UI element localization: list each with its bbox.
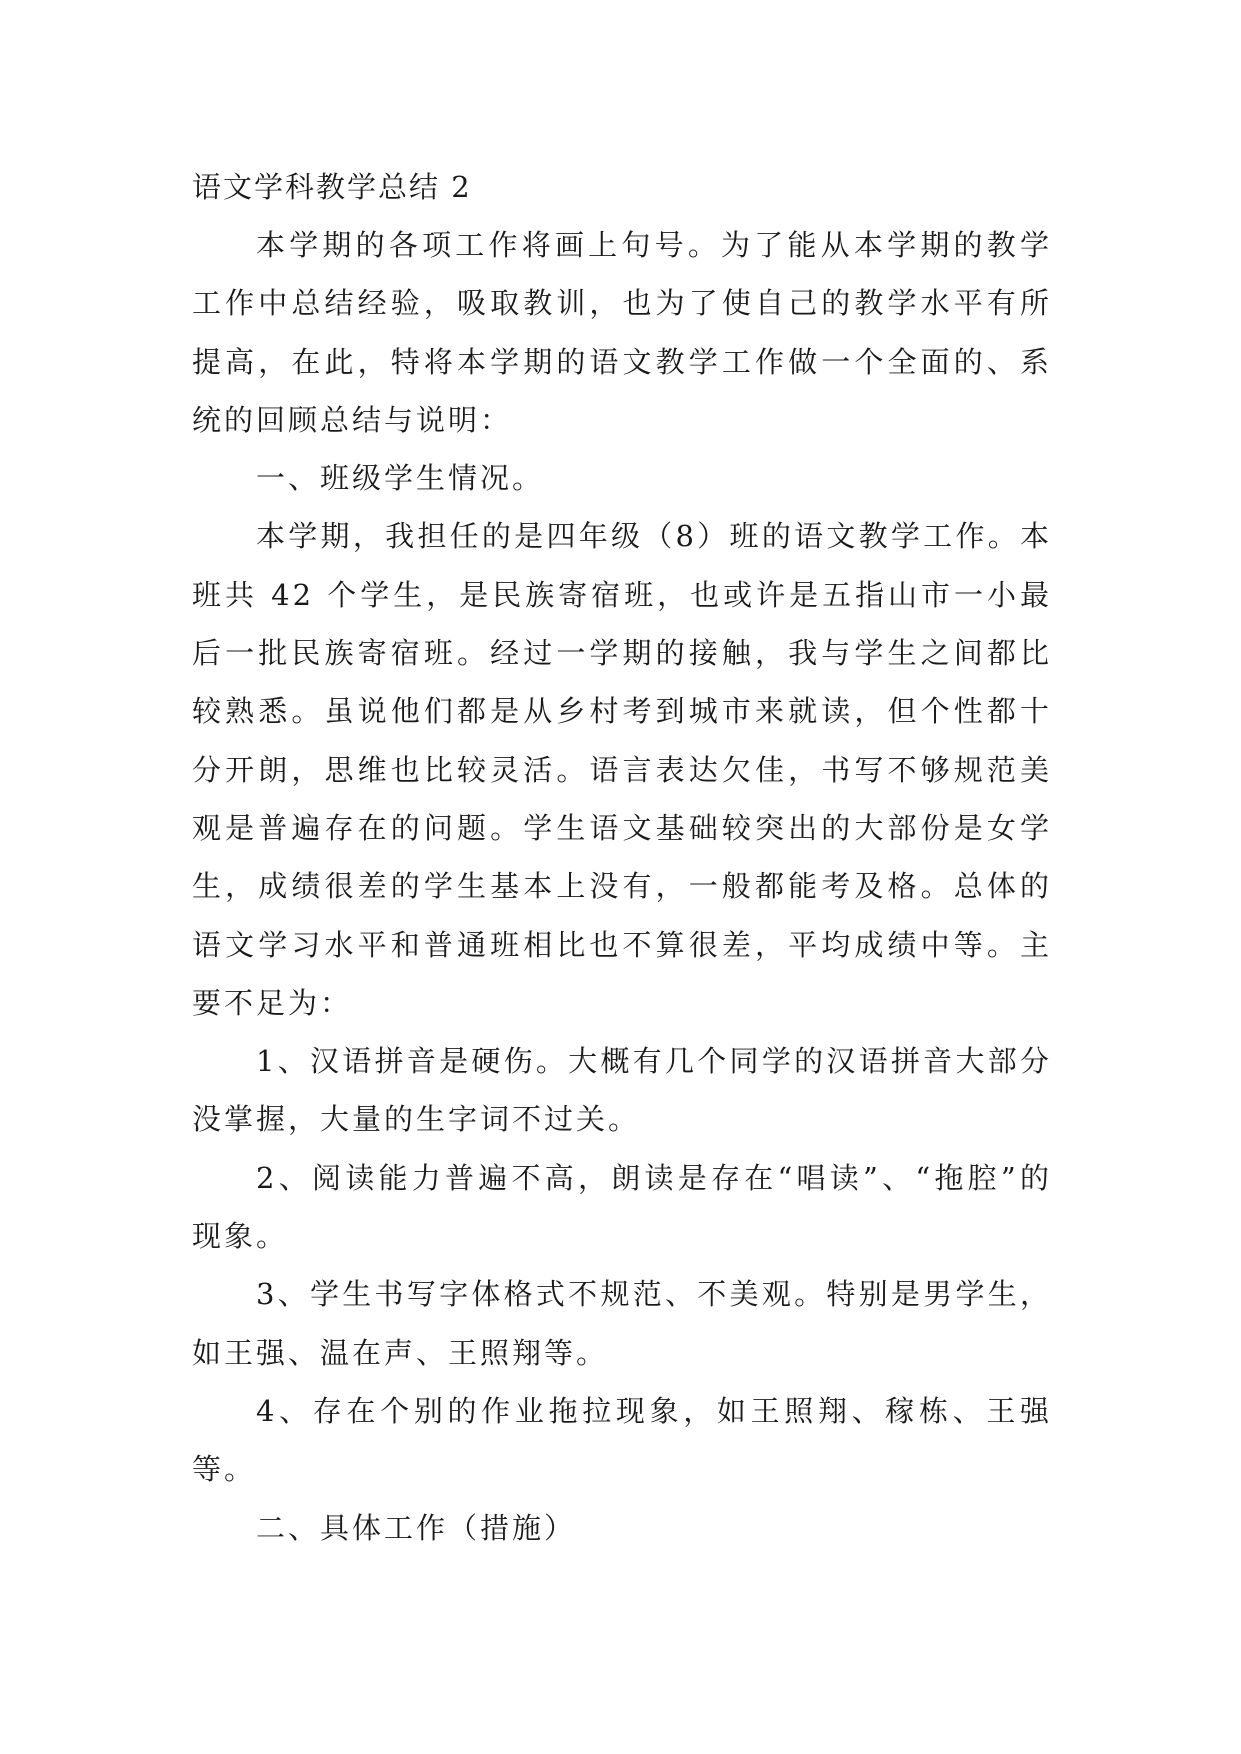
section-heading-class-situation: 一、班级学生情况。 bbox=[256, 461, 545, 496]
paragraph-intro: 本学期的各项工作将画上句号。为了能从本学期的教学工作中总结经验，吸取教训，也为了使自己的教学水平有所提高，在此，特将本学期的语文教学工作做一个全面的、系统的回顾总结与说明： bbox=[192, 228, 1052, 437]
paragraph-class-description: 本学期，我担任的是四年级（8）班的语文教学工作。本班共 42 个学生，是民族寄宿班，也或许是五指山市一小最后一批民族寄宿班。经过一学期的接触，我与学生之间都比较熟悉。虽说他们都是从乡村考到城市来就读，但个性都十分开朗，思维也比较灵活。语言表达欠佳，书写不够规范美观是普遍存在的问题。学生语文基础较突出的大部份是女学生，成绩很差的学生基本上没有，一般都能考及格。总体的语文学习水平和普通班相比也不算很差，平均成绩中等。主要不足为： bbox=[192, 519, 1052, 1020]
list-item-writing: 3、学生书写字体格式不规范、不美观。特别是男学生，如王强、温在声、王照翔等。 bbox=[192, 1277, 1052, 1370]
list-item-pinyin: 1、汉语拼音是硬伤。大概有几个同学的汉语拼音大部分没掌握，大量的生字词不过关。 bbox=[192, 1044, 1052, 1137]
document-body bbox=[192, 158, 1052, 1557]
section-heading-measures: 二、具体工作（措施） bbox=[256, 1510, 577, 1545]
document-title: 语文学科教学总结 2 bbox=[192, 170, 472, 204]
list-item-homework: 4、存在个别的作业拖拉现象，如王照翔、稼栋、王强等。 bbox=[192, 1393, 1052, 1487]
list-item-reading: 2、阅读能力普遍不高，朗读是存在“唱读”、“拖腔”的现象。 bbox=[192, 1160, 1052, 1254]
